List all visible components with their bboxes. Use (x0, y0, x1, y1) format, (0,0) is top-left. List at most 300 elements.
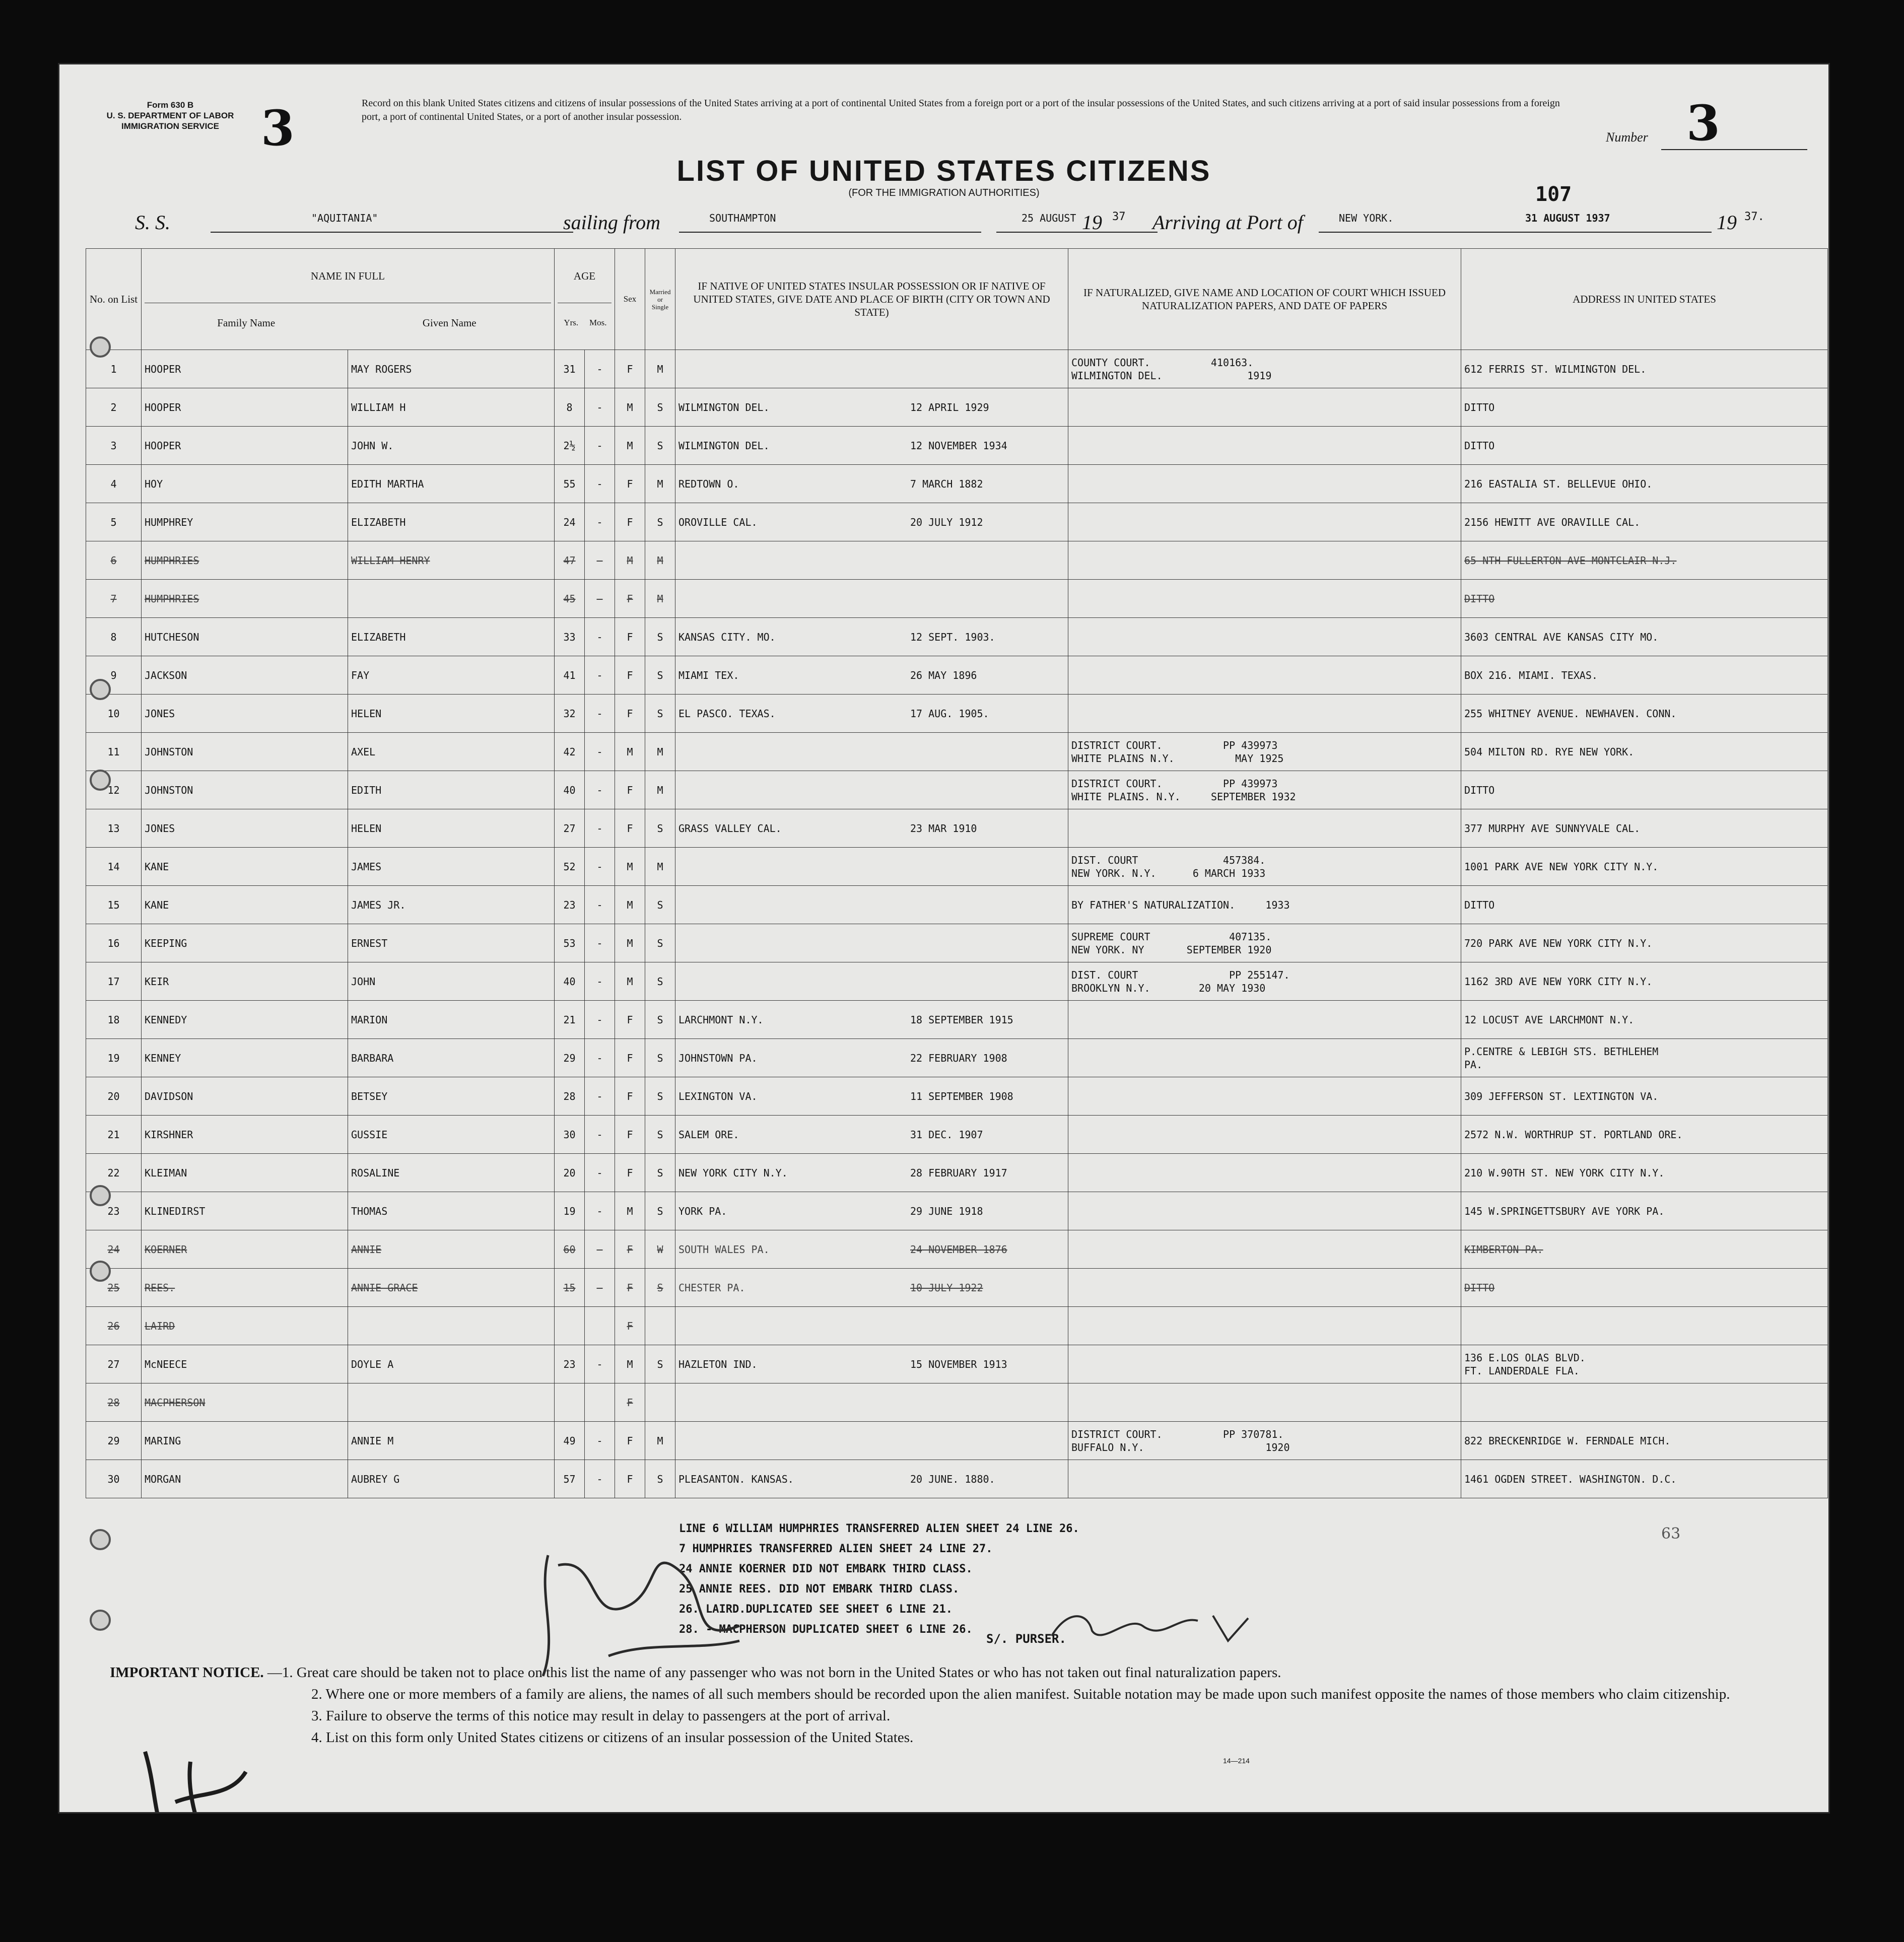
age-months: - (585, 618, 615, 656)
row-number: 28 (86, 1383, 142, 1422)
birth-date: 12 SEPT. 1903. (910, 631, 995, 643)
table-row (86, 1269, 1828, 1307)
sex: F (615, 656, 645, 695)
marital-status: S (645, 886, 675, 924)
family-name: KENNEY (142, 1039, 348, 1077)
table-row (86, 1383, 1828, 1422)
naturalization-line: BROOKLYN N.Y. 20 MAY 1930 (1071, 982, 1266, 994)
naturalization-line: DISTRICT COURT. PP 439973 (1071, 777, 1278, 790)
sex: F (615, 1001, 645, 1039)
age-months: - (585, 1154, 615, 1192)
purser-signature (1047, 1606, 1299, 1651)
year-prefix-2: 19 (1717, 211, 1737, 234)
row-number: 13 (86, 809, 142, 848)
table-row (86, 733, 1828, 771)
birth-place: SOUTH WALES PA. (678, 1243, 770, 1256)
row-number: 3 (86, 427, 142, 465)
row-number: 6 (86, 541, 142, 580)
notice-item: 2. Where one or more members of a family are aliens, the names of all such members should be recorded upon the alien manifest. Suitable notation may be made upon such manifest opposite the names of those members who claim citizenship. (311, 1686, 1730, 1702)
page-title: LIST OF UNITED STATES CITIZENS (676, 155, 1211, 187)
marital-status: S (645, 618, 675, 656)
birth-place: KANSAS CITY. MO. (678, 631, 776, 643)
line-note: 7 HUMPHRIES TRANSFERRED ALIEN SHEET 24 LINE 27. (679, 1543, 993, 1555)
age-months: - (585, 771, 615, 809)
table-row (86, 1116, 1828, 1154)
service-name: IMMIGRATION SERVICE (121, 121, 219, 131)
birth-cell (675, 1039, 1068, 1077)
sex: M (615, 886, 645, 924)
notice-item: 3. Failure to observe the terms of this notice may result in delay to passengers at the port of arrival. (311, 1708, 891, 1724)
address-cell (1461, 1383, 1828, 1422)
row-number: 14 (86, 848, 142, 886)
naturalization-cell (1068, 1269, 1461, 1307)
family-name: JOHNSTON (142, 771, 348, 809)
address-cell (1461, 962, 1828, 1001)
address-cell (1461, 1077, 1828, 1116)
marital-status (645, 1307, 675, 1345)
table-row (86, 695, 1828, 733)
binder-hole (90, 1185, 111, 1206)
address-line: 2572 N.W. WORTHRUP ST. PORTLAND ORE. (1464, 1128, 1683, 1141)
family-name: MARING (142, 1422, 348, 1460)
marital-status: S (645, 656, 675, 695)
birth-place: PLEASANTON. KANSAS. (678, 1473, 794, 1485)
sex: F (615, 1230, 645, 1269)
given-name: WILLIAM HENRY (348, 541, 555, 580)
address-cell (1461, 695, 1828, 733)
age-months: - (585, 924, 615, 962)
naturalization-cell (1068, 1039, 1461, 1077)
row-number: 1 (86, 350, 142, 388)
naturalization-cell (1068, 618, 1461, 656)
age-years: 40 (555, 771, 585, 809)
address-line: 2156 HEWITT AVE ORAVILLE CAL. (1464, 516, 1641, 528)
age-years: 30 (555, 1116, 585, 1154)
address-cell (1461, 1230, 1828, 1269)
age-years: 57 (555, 1460, 585, 1498)
birth-cell (675, 388, 1068, 427)
given-name: JOHN (348, 962, 555, 1001)
table-row (86, 580, 1828, 618)
row-number: 11 (86, 733, 142, 771)
from-underline (679, 232, 981, 233)
address-line: 12 LOCUST AVE LARCHMONT N.Y. (1464, 1013, 1635, 1026)
table-row (86, 1039, 1828, 1077)
birth-date: 12 NOVEMBER 1934 (910, 439, 1007, 452)
address-cell (1461, 618, 1828, 656)
age-years: 15 (555, 1269, 585, 1307)
row-number: 18 (86, 1001, 142, 1039)
naturalization-cell (1068, 848, 1461, 886)
birth-cell (675, 771, 1068, 809)
naturalization-cell (1068, 695, 1461, 733)
age-years: 19 (555, 1192, 585, 1230)
birth-place: EL PASCO. TEXAS. (678, 707, 776, 720)
binder-hole (90, 679, 111, 700)
birth-date: 26 MAY 1896 (910, 669, 977, 681)
naturalization-line: SUPREME COURT 407135. (1071, 930, 1272, 943)
age-years: 21 (555, 1001, 585, 1039)
birth-place: MIAMI TEX. (678, 669, 739, 681)
birth-cell (675, 541, 1068, 580)
ship-name: "AQUITANIA" (311, 212, 378, 224)
age-months: - (585, 1116, 615, 1154)
address-cell (1461, 1269, 1828, 1307)
birth-date: 20 JUNE. 1880. (910, 1473, 995, 1485)
table-row (86, 1345, 1828, 1383)
given-name: GUSSIE (348, 1116, 555, 1154)
age-months: - (585, 848, 615, 886)
table-row (86, 427, 1828, 465)
naturalization-cell (1068, 962, 1461, 1001)
page-mark: 63 (1661, 1525, 1681, 1543)
address-line: 1162 3RD AVE NEW YORK CITY N.Y. (1464, 975, 1653, 988)
table-row (86, 388, 1828, 427)
age-years: 24 (555, 503, 585, 541)
col-address: ADDRESS IN UNITED STATES (1461, 249, 1828, 350)
sex: M (615, 733, 645, 771)
age-months: - (585, 809, 615, 848)
address-line: 210 W.90TH ST. NEW YORK CITY N.Y. (1464, 1166, 1665, 1179)
address-line: 65 NTH FULLERTON AVE MONTCLAIR N.J. (1464, 554, 1677, 567)
address-cell (1461, 1460, 1828, 1498)
table-row (86, 656, 1828, 695)
row-number: 25 (86, 1269, 142, 1307)
age-years (555, 1307, 585, 1345)
binder-hole (90, 336, 111, 358)
table-row (86, 1154, 1828, 1192)
line-note: 28. - MACPHERSON DUPLICATED SHEET 6 LINE 26. (679, 1623, 973, 1636)
birth-place: REDTOWN O. (678, 477, 739, 490)
birth-cell (675, 465, 1068, 503)
table-row (86, 848, 1828, 886)
birth-date: 20 JULY 1912 (910, 516, 983, 528)
table-row (86, 350, 1828, 388)
year-suffix-1: 37 (1112, 211, 1126, 223)
address-cell (1461, 886, 1828, 924)
naturalization-cell (1068, 1345, 1461, 1383)
age-months: - (585, 1001, 615, 1039)
notice-item: 4. List on this form only United States citizens or citizens of an insular possession of the United States. (311, 1729, 914, 1746)
line-note: 25 ANNIE REES. DID NOT EMBARK THIRD CLASS. (679, 1583, 960, 1596)
given-name: ELIZABETH (348, 503, 555, 541)
address-line: DITTO (1464, 1281, 1495, 1294)
family-name: HUMPHRIES (142, 580, 348, 618)
marital-status: M (645, 350, 675, 388)
sex: F (615, 771, 645, 809)
family-name: JONES (142, 809, 348, 848)
birth-place: JOHNSTOWN PA. (678, 1052, 758, 1064)
birth-date: 15 NOVEMBER 1913 (910, 1358, 1007, 1370)
marital-status: S (645, 427, 675, 465)
age-years (555, 1383, 585, 1422)
number-underline (1661, 149, 1807, 150)
family-name: REES. (142, 1269, 348, 1307)
address-cell (1461, 350, 1828, 388)
naturalization-cell (1068, 924, 1461, 962)
col-family-name: Family Name (217, 316, 276, 329)
given-name: HELEN (348, 809, 555, 848)
given-name: JAMES JR. (348, 886, 555, 924)
table-row (86, 1307, 1828, 1345)
age-years: 53 (555, 924, 585, 962)
sex: F (615, 1039, 645, 1077)
birth-cell (675, 848, 1068, 886)
marital-status: S (645, 503, 675, 541)
sex: F (615, 1422, 645, 1460)
naturalization-cell (1068, 1154, 1461, 1192)
row-number: 19 (86, 1039, 142, 1077)
row-number: 16 (86, 924, 142, 962)
age-years: 23 (555, 886, 585, 924)
address-line: DITTO (1464, 401, 1495, 413)
table-row (86, 541, 1828, 580)
birth-cell (675, 1077, 1068, 1116)
marital-status: S (645, 388, 675, 427)
birth-cell (675, 503, 1068, 541)
address-line: 309 JEFFERSON ST. LEXTINGTON VA. (1464, 1090, 1659, 1102)
table-row (86, 1077, 1828, 1116)
address-cell (1461, 733, 1828, 771)
birth-place: HAZLETON IND. (678, 1358, 758, 1370)
naturalization-line: NEW YORK. NY SEPTEMBER 1920 (1071, 943, 1272, 956)
marital-status: S (645, 1345, 675, 1383)
age-years: 41 (555, 656, 585, 695)
row-number: 4 (86, 465, 142, 503)
row-number: 10 (86, 695, 142, 733)
arrival-date: 31 AUGUST 1937 (1525, 212, 1610, 224)
birth-cell (675, 962, 1068, 1001)
sex: M (615, 1345, 645, 1383)
birth-cell (675, 1154, 1068, 1192)
row-number: 30 (86, 1460, 142, 1498)
year-suffix-2: 37. (1744, 211, 1764, 223)
passenger-rows (86, 350, 1828, 1498)
address-line: 720 PARK AVE NEW YORK CITY N.Y. (1464, 937, 1653, 949)
family-name: KEEPING (142, 924, 348, 962)
col-sex: Sex (615, 249, 645, 350)
age-years: 31 (555, 350, 585, 388)
address-cell (1461, 1345, 1828, 1383)
binder-hole (90, 1529, 111, 1550)
naturalization-line: DISTRICT COURT. PP 439973 (1071, 739, 1278, 751)
family-name: LAIRD (142, 1307, 348, 1345)
age-months: - (585, 1230, 615, 1269)
manifest-sheet (59, 64, 1828, 1812)
given-name: ANNIE M (348, 1422, 555, 1460)
sex: F (615, 809, 645, 848)
naturalization-cell (1068, 1422, 1461, 1460)
given-name: ANNIE (348, 1230, 555, 1269)
birth-date: 17 AUG. 1905. (910, 707, 989, 720)
family-name: HOOPER (142, 427, 348, 465)
birth-cell (675, 924, 1068, 962)
col-name-in-full (142, 249, 555, 350)
family-name: KANE (142, 886, 348, 924)
family-name: DAVIDSON (142, 1077, 348, 1116)
marital-status: S (645, 1154, 675, 1192)
sex: F (615, 1383, 645, 1422)
address-line: KIMBERTON PA. (1464, 1243, 1543, 1256)
birth-cell (675, 427, 1068, 465)
number-label: Number (1606, 130, 1648, 145)
row-number: 20 (86, 1077, 142, 1116)
family-name: KOERNER (142, 1230, 348, 1269)
address-line: DITTO (1464, 784, 1495, 796)
table-row (86, 1460, 1828, 1498)
birth-place: LEXINGTON VA. (678, 1090, 758, 1102)
birth-cell (675, 1345, 1068, 1383)
address-cell (1461, 1422, 1828, 1460)
birth-cell (675, 618, 1068, 656)
naturalization-cell (1068, 1230, 1461, 1269)
sex: M (615, 924, 645, 962)
important-notice (110, 1662, 1772, 1749)
birth-cell (675, 809, 1068, 848)
col-age (555, 249, 615, 350)
age-years: 20 (555, 1154, 585, 1192)
address-cell (1461, 541, 1828, 580)
given-name: ROSALINE (348, 1154, 555, 1192)
marital-status: S (645, 962, 675, 1001)
age-months: - (585, 962, 615, 1001)
passenger-table (86, 248, 1827, 1626)
address-line: 1461 OGDEN STREET. WASHINGTON. D.C. (1464, 1473, 1677, 1485)
age-months: - (585, 427, 615, 465)
family-name: JACKSON (142, 656, 348, 695)
age-label: AGE (558, 269, 611, 303)
sex: M (615, 848, 645, 886)
table-row (86, 962, 1828, 1001)
row-number: 9 (86, 656, 142, 695)
sex: F (615, 1269, 645, 1307)
sex: M (615, 541, 645, 580)
naturalization-cell (1068, 388, 1461, 427)
address-line: P.CENTRE & LEBIGH STS. BETHLEHEM (1464, 1045, 1659, 1058)
form-number: Form 630 B (147, 100, 194, 110)
sex: M (615, 1192, 645, 1230)
naturalization-cell (1068, 809, 1461, 848)
naturalization-cell (1068, 1001, 1461, 1039)
address-cell (1461, 1154, 1828, 1192)
address-line: 3603 CENTRAL AVE KANSAS CITY MO. (1464, 631, 1659, 643)
address-line: BOX 216. MIAMI. TEXAS. (1464, 669, 1598, 681)
age-months: - (585, 695, 615, 733)
marital-status: S (645, 1077, 675, 1116)
family-name: HOOPER (142, 388, 348, 427)
birth-cell (675, 1383, 1068, 1422)
given-name: EDITH MARTHA (348, 465, 555, 503)
family-name: MACPHERSON (142, 1383, 348, 1422)
address-line: 1001 PARK AVE NEW YORK CITY N.Y. (1464, 860, 1659, 873)
notice-title: IMPORTANT NOTICE. (110, 1664, 264, 1681)
table-row (86, 1001, 1828, 1039)
sex: F (615, 695, 645, 733)
age-years: 40 (555, 962, 585, 1001)
given-name: MAY ROGERS (348, 350, 555, 388)
col-married: Married or Single (645, 249, 675, 350)
birth-cell (675, 1307, 1068, 1345)
department-name: U. S. DEPARTMENT OF LABOR (106, 111, 234, 120)
given-name: BETSEY (348, 1077, 555, 1116)
binder-hole (90, 1610, 111, 1631)
age-months: - (585, 1460, 615, 1498)
birth-place: WILMINGTON DEL. (678, 401, 770, 413)
family-name: HUMPHREY (142, 503, 348, 541)
address-cell (1461, 580, 1828, 618)
naturalization-cell (1068, 733, 1461, 771)
address-cell (1461, 1001, 1828, 1039)
given-name: WILLIAM H (348, 388, 555, 427)
sex: F (615, 1116, 645, 1154)
given-name: ANNIE GRACE (348, 1269, 555, 1307)
address-cell (1461, 809, 1828, 848)
age-months: - (585, 1269, 615, 1307)
birth-cell (675, 1230, 1068, 1269)
binder-hole (90, 770, 111, 791)
birth-cell (675, 1269, 1068, 1307)
marital-status: S (645, 1269, 675, 1307)
birth-cell (675, 350, 1068, 388)
age-years: 8 (555, 388, 585, 427)
birth-date: 28 FEBRUARY 1917 (910, 1166, 1007, 1179)
naturalization-line: WHITE PLAINS. N.Y. SEPTEMBER 1932 (1071, 790, 1296, 803)
naturalization-line: DIST. COURT 457384. (1071, 854, 1266, 866)
age-months: - (585, 465, 615, 503)
age-months (585, 1383, 615, 1422)
family-name: KENNEDY (142, 1001, 348, 1039)
given-name (348, 580, 555, 618)
family-name: JOHNSTON (142, 733, 348, 771)
naturalization-cell (1068, 541, 1461, 580)
arrival-port: NEW YORK. (1339, 212, 1394, 224)
sex: F (615, 580, 645, 618)
family-name: HOOPER (142, 350, 348, 388)
handwritten-mark (130, 1742, 261, 1812)
row-number: 24 (86, 1230, 142, 1269)
address-line: PA. (1464, 1058, 1483, 1071)
naturalization-line: WHITE PLAINS N.Y. MAY 1925 (1071, 752, 1284, 765)
sex: F (615, 350, 645, 388)
naturalization-line: NEW YORK. N.Y. 6 MARCH 1933 (1071, 867, 1266, 879)
birth-date: 22 FEBRUARY 1908 (910, 1052, 1007, 1064)
birth-date: 23 MAR 1910 (910, 822, 977, 835)
birth-place: NEW YORK CITY N.Y. (678, 1166, 788, 1179)
table-row (86, 809, 1828, 848)
birth-date: 11 SEPTEMBER 1908 (910, 1090, 1013, 1102)
row-number: 7 (86, 580, 142, 618)
address-line: 822 BRECKENRIDGE W. FERNDALE MICH. (1464, 1434, 1671, 1447)
marital-status: S (645, 924, 675, 962)
age-months: - (585, 1077, 615, 1116)
naturalization-cell (1068, 1116, 1461, 1154)
given-name: JOHN W. (348, 427, 555, 465)
birth-cell (675, 1460, 1068, 1498)
birth-date: 7 MARCH 1882 (910, 477, 983, 490)
age-months: - (585, 388, 615, 427)
line-note: 26. LAIRD.DUPLICATED SEE SHEET 6 LINE 21. (679, 1603, 953, 1616)
table-row (86, 503, 1828, 541)
given-name: HELEN (348, 695, 555, 733)
given-name (348, 1307, 555, 1345)
address-line: DITTO (1464, 592, 1495, 605)
birth-date: 24 NOVEMBER 1876 (910, 1243, 1007, 1256)
age-years: 55 (555, 465, 585, 503)
age-months: - (585, 1422, 615, 1460)
sailing-from-label: sailing from (563, 211, 660, 234)
naturalization-cell (1068, 1077, 1461, 1116)
address-cell (1461, 503, 1828, 541)
